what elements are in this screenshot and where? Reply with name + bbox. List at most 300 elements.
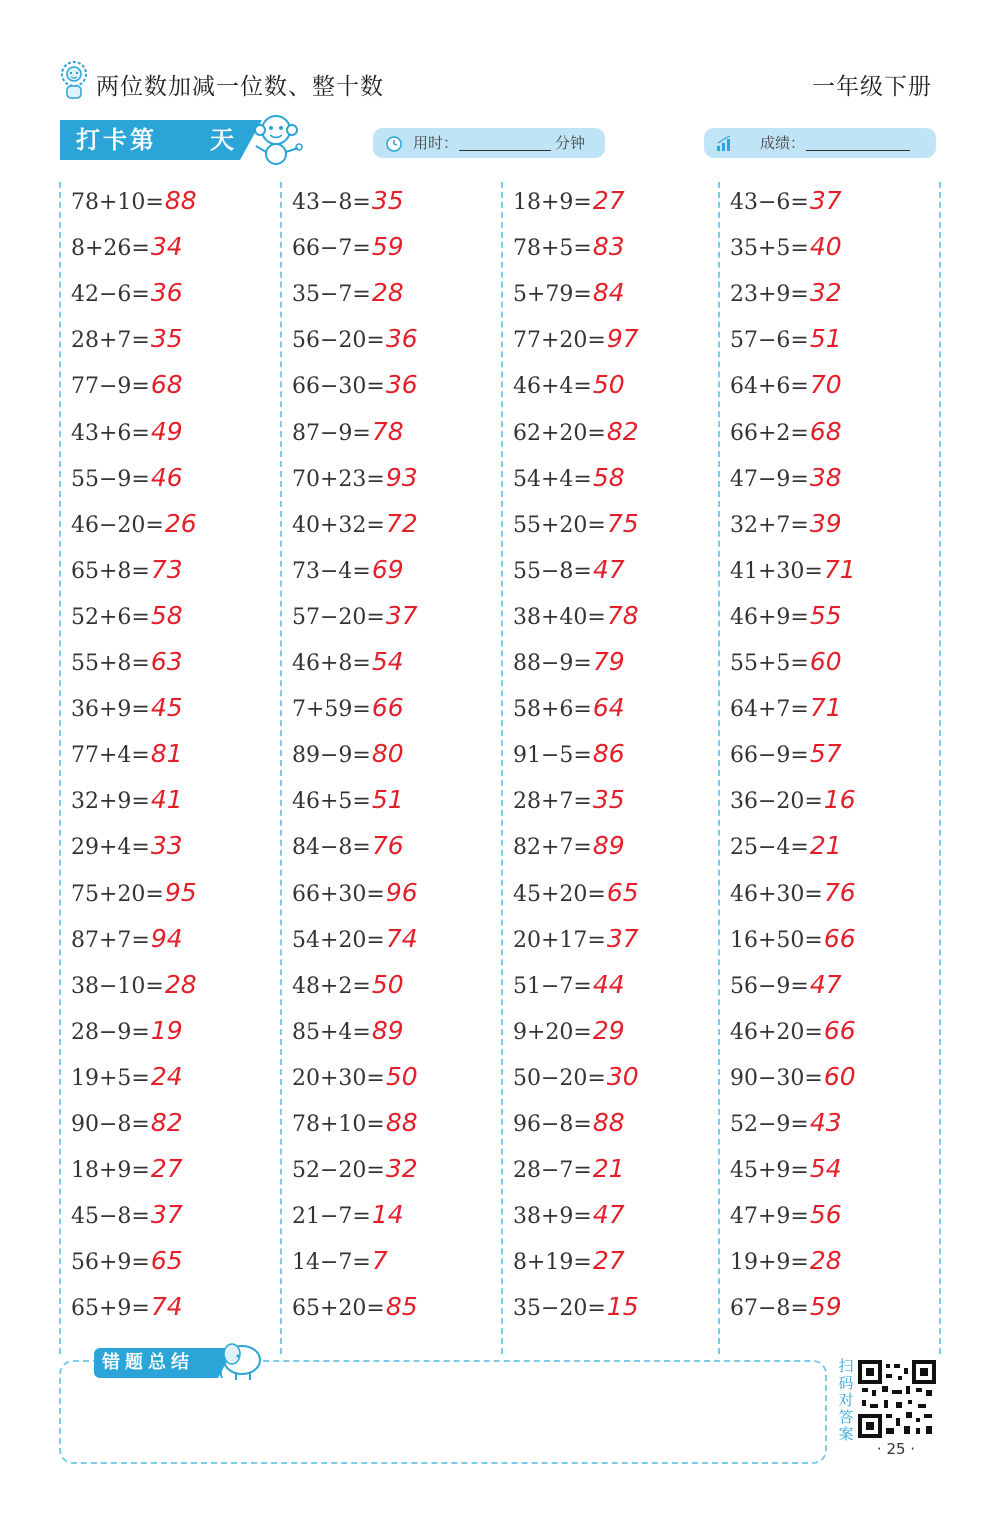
problem-answer[interactable]: 37 — [385, 600, 418, 630]
score-field — [704, 128, 936, 158]
problem-item — [730, 970, 842, 1016]
problem-item — [513, 1200, 625, 1246]
problem-answer[interactable]: 93 — [385, 462, 418, 492]
problem-question: 46+4= — [513, 374, 592, 400]
problem-question: 84−8= — [292, 835, 371, 861]
problem-question: 18+9= — [71, 1158, 150, 1184]
problem-item — [71, 509, 197, 555]
problem-item — [513, 1154, 625, 1200]
problem-item — [71, 232, 183, 278]
problem-answer[interactable]: 55 — [809, 600, 842, 630]
problem-question: 66−30= — [292, 374, 385, 400]
problem-item — [292, 463, 418, 509]
problem-question: 82+7= — [513, 835, 592, 861]
problem-item — [730, 647, 842, 693]
problem-question: 62+20= — [513, 420, 606, 446]
problem-question: 46−20= — [71, 512, 164, 538]
problem-question: 47−9= — [730, 466, 809, 492]
problem-question: 75+20= — [71, 881, 164, 907]
problem-item — [292, 417, 404, 463]
problem-answer[interactable]: 36 — [150, 278, 183, 308]
problem-column-2 — [280, 182, 501, 1354]
elephant-mascot-icon — [212, 1336, 268, 1382]
problem-answer[interactable]: 60 — [823, 1061, 856, 1091]
problem-answer[interactable]: 7 — [371, 1246, 388, 1276]
problem-answer[interactable]: 66 — [823, 923, 856, 953]
problem-item — [292, 509, 418, 555]
problem-item — [292, 970, 404, 1016]
problem-question: 48+2= — [292, 973, 371, 999]
problem-answer[interactable]: 84 — [592, 278, 625, 308]
problem-question: 55−8= — [513, 558, 592, 584]
score-label: 成绩： — [760, 134, 806, 152]
problem-question: 47+9= — [730, 1204, 809, 1230]
problem-answer[interactable]: 44 — [592, 969, 625, 999]
problem-item — [730, 693, 842, 739]
problem-answer[interactable]: 32 — [809, 278, 842, 308]
problem-item — [71, 1292, 183, 1338]
problem-item — [513, 970, 625, 1016]
problem-answer[interactable]: 51 — [809, 324, 842, 354]
problem-item — [292, 647, 404, 693]
problem-answer[interactable]: 88 — [164, 186, 197, 215]
problem-answer[interactable]: 50 — [592, 370, 625, 400]
time-label: 用时： — [413, 134, 459, 152]
problem-item — [513, 739, 625, 785]
problem-item — [71, 739, 183, 785]
bar-chart-icon — [716, 134, 734, 152]
problem-question: 21−7= — [292, 1204, 371, 1230]
problem-item — [513, 324, 639, 370]
problem-item — [730, 1200, 842, 1246]
problem-answer[interactable]: 34 — [150, 232, 183, 262]
problem-item — [513, 693, 625, 739]
problem-question: 36+9= — [71, 697, 150, 723]
problem-answer[interactable]: 74 — [150, 1292, 183, 1322]
problem-question: 88−9= — [513, 651, 592, 676]
problem-question: 51−7= — [513, 973, 592, 999]
page-title: 两位数加减一位数、整十数 — [96, 74, 384, 100]
problem-question: 38+40= — [513, 604, 606, 630]
problem-answer[interactable]: 28 — [371, 278, 404, 308]
problem-item — [71, 785, 183, 831]
checkin-label-right: 天 — [210, 126, 234, 154]
problem-item — [71, 878, 197, 924]
problem-question: 66+2= — [730, 420, 809, 446]
problem-item — [513, 417, 639, 463]
problem-answer[interactable]: 64 — [592, 693, 625, 723]
problem-question: 8+19= — [513, 1250, 592, 1276]
problem-question: 55+8= — [71, 651, 150, 676]
problem-question: 46+20= — [730, 1019, 823, 1045]
problem-item — [513, 1062, 639, 1108]
problem-answer[interactable]: 83 — [592, 232, 625, 262]
problem-question: 56−20= — [292, 328, 385, 354]
problem-item — [513, 509, 639, 555]
problem-item — [513, 878, 639, 924]
problem-answer[interactable]: 78 — [371, 416, 404, 446]
problem-question: 64+7= — [730, 697, 809, 723]
problem-answer[interactable]: 54 — [809, 1154, 842, 1184]
problem-item — [71, 831, 183, 877]
problem-question: 19+9= — [730, 1250, 809, 1276]
problem-answer[interactable]: 15 — [606, 1292, 639, 1322]
problem-answer[interactable]: 89 — [592, 831, 625, 861]
problem-answer[interactable]: 39 — [809, 508, 842, 538]
problem-item — [292, 878, 418, 924]
problem-item — [513, 370, 625, 416]
problem-question: 65+8= — [71, 558, 150, 584]
problem-answer[interactable]: 65 — [150, 1246, 183, 1276]
problem-item — [292, 831, 404, 877]
problem-item — [513, 1246, 625, 1292]
problem-item — [292, 1200, 404, 1246]
problem-item — [513, 831, 625, 877]
problem-question: 66−7= — [292, 236, 371, 262]
problem-question: 78+5= — [513, 236, 592, 262]
problem-answer[interactable]: 37 — [606, 923, 639, 953]
problem-question: 85+4= — [292, 1019, 371, 1045]
problem-item — [730, 878, 856, 924]
problem-question: 70+23= — [292, 466, 385, 492]
problem-question: 20+30= — [292, 1065, 385, 1091]
checkin-label-left: 打卡第 — [76, 126, 157, 154]
problem-item — [730, 1108, 842, 1154]
problem-question: 14−7= — [292, 1250, 371, 1276]
problem-question: 78+10= — [71, 190, 164, 215]
problem-question: 56+9= — [71, 1250, 150, 1276]
problem-answer[interactable]: 47 — [592, 1200, 625, 1230]
problem-answer[interactable]: 36 — [385, 370, 418, 400]
problem-question: 42−6= — [71, 282, 150, 308]
problem-question: 9+20= — [513, 1019, 592, 1045]
problem-answer[interactable]: 65 — [606, 877, 639, 907]
problem-question: 77+4= — [71, 743, 150, 769]
problem-question: 43−6= — [730, 190, 809, 215]
problem-item — [292, 1154, 418, 1200]
problem-answer[interactable]: 50 — [385, 1061, 418, 1091]
problem-question: 52−20= — [292, 1158, 385, 1184]
problem-question: 41+30= — [730, 558, 823, 584]
problem-answer[interactable]: 35 — [371, 186, 404, 215]
problem-answer[interactable]: 82 — [150, 1108, 183, 1137]
problem-item — [292, 693, 404, 739]
problem-item — [292, 232, 404, 278]
problem-question: 25−4= — [730, 835, 809, 861]
problem-answer[interactable]: 43 — [809, 1108, 842, 1137]
problem-question: 91−5= — [513, 743, 592, 769]
problem-answer[interactable]: 14 — [371, 1200, 404, 1230]
problem-question: 54+4= — [513, 466, 592, 492]
problem-answer[interactable]: 94 — [150, 923, 183, 953]
problem-answer[interactable]: 60 — [809, 647, 842, 676]
problem-item — [730, 1154, 842, 1200]
problem-answer[interactable]: 28 — [164, 969, 197, 999]
problem-item — [730, 831, 842, 877]
problem-question: 56−9= — [730, 973, 809, 999]
problem-question: 8+26= — [71, 236, 150, 262]
problem-question: 65+9= — [71, 1296, 150, 1322]
problem-answer[interactable]: 59 — [809, 1292, 842, 1322]
problem-item — [292, 1108, 418, 1154]
problem-question: 28+7= — [71, 328, 150, 354]
problem-answer[interactable]: 68 — [809, 416, 842, 446]
scan-answer-label: 扫码对答案 — [838, 1357, 854, 1443]
problem-answer[interactable]: 21 — [809, 831, 842, 861]
problem-question: 36−20= — [730, 789, 823, 815]
qr-code-icon[interactable] — [858, 1360, 936, 1438]
problem-answer[interactable]: 40 — [809, 232, 842, 262]
problem-question: 46+30= — [730, 881, 823, 907]
problem-answer[interactable]: 49 — [150, 416, 183, 446]
problem-answer[interactable]: 73 — [150, 554, 183, 584]
problem-item — [513, 1016, 625, 1062]
problem-question: 32+7= — [730, 512, 809, 538]
problem-question: 55+5= — [730, 651, 809, 676]
problem-question: 55+20= — [513, 512, 606, 538]
problem-item — [513, 647, 625, 693]
problem-question: 28−7= — [513, 1158, 592, 1184]
problem-item — [71, 417, 183, 463]
problem-answer[interactable]: 30 — [606, 1061, 639, 1091]
problem-answer[interactable]: 85 — [385, 1292, 418, 1322]
problem-item — [513, 186, 625, 232]
problem-question: 46+5= — [292, 789, 371, 815]
problem-answer[interactable]: 95 — [164, 877, 197, 907]
problem-question: 45+9= — [730, 1158, 809, 1184]
problem-item — [292, 785, 404, 831]
problem-answer[interactable]: 28 — [809, 1246, 842, 1276]
problem-question: 58+6= — [513, 697, 592, 723]
problem-answer[interactable]: 33 — [150, 831, 183, 861]
problem-item — [71, 1154, 183, 1200]
problem-answer[interactable]: 66 — [371, 693, 404, 723]
problem-question: 16+50= — [730, 927, 823, 953]
problem-answer[interactable]: 71 — [809, 693, 842, 723]
problem-question: 57−6= — [730, 328, 809, 354]
problem-answer[interactable]: 51 — [371, 785, 404, 815]
problem-item — [513, 924, 639, 970]
problem-item — [71, 647, 183, 693]
problem-question: 38+9= — [513, 1204, 592, 1230]
problem-item — [730, 1016, 856, 1062]
problem-item — [513, 1292, 639, 1338]
problem-answer[interactable]: 35 — [592, 785, 625, 815]
problem-column-1 — [61, 182, 280, 1354]
problem-column-3 — [501, 182, 722, 1354]
problem-item — [730, 924, 856, 970]
worksheet-grid — [59, 182, 941, 1354]
problem-answer[interactable]: 68 — [150, 370, 183, 400]
problem-question: 35−20= — [513, 1296, 606, 1322]
problem-question: 43−8= — [292, 190, 371, 215]
problem-question: 46+8= — [292, 651, 371, 676]
problem-item — [71, 1016, 183, 1062]
problem-answer[interactable]: 35 — [150, 324, 183, 354]
time-unit: 分钟 — [555, 134, 586, 152]
problem-answer[interactable]: 88 — [385, 1108, 418, 1137]
problem-answer[interactable]: 27 — [592, 186, 625, 215]
problem-question: 66−9= — [730, 743, 809, 769]
problem-answer[interactable]: 38 — [809, 462, 842, 492]
problem-question: 90−8= — [71, 1112, 150, 1137]
problem-item — [292, 739, 404, 785]
problem-item — [292, 555, 404, 601]
problem-answer[interactable]: 86 — [592, 739, 625, 769]
score-input-line[interactable] — [806, 150, 910, 151]
problem-answer[interactable]: 58 — [592, 462, 625, 492]
problem-question: 43+6= — [71, 420, 150, 446]
problem-question: 65+20= — [292, 1296, 385, 1322]
problem-item — [513, 232, 625, 278]
problem-question: 54+20= — [292, 927, 385, 953]
problem-question: 40+32= — [292, 512, 385, 538]
problem-item — [730, 739, 842, 785]
problem-question: 77−9= — [71, 374, 150, 400]
problem-answer[interactable]: 78 — [606, 600, 639, 630]
problem-answer[interactable]: 45 — [150, 693, 183, 723]
problem-item — [292, 1292, 418, 1338]
problem-item — [730, 601, 842, 647]
problem-answer[interactable]: 26 — [164, 508, 197, 538]
problem-item — [513, 555, 625, 601]
problem-question: 45−8= — [71, 1204, 150, 1230]
problem-question: 73−4= — [292, 558, 371, 584]
problem-item — [730, 417, 842, 463]
problem-answer[interactable]: 71 — [823, 554, 856, 584]
problem-item — [730, 463, 842, 509]
problem-question: 45+20= — [513, 881, 606, 907]
problem-answer[interactable]: 80 — [371, 739, 404, 769]
problem-answer[interactable]: 74 — [385, 923, 418, 953]
problem-item — [292, 370, 418, 416]
problem-answer[interactable]: 66 — [823, 1015, 856, 1045]
problem-question: 52−9= — [730, 1112, 809, 1137]
problem-item — [292, 324, 418, 370]
problem-answer[interactable]: 37 — [150, 1200, 183, 1230]
problem-answer[interactable]: 36 — [385, 324, 418, 354]
problem-answer[interactable]: 37 — [809, 186, 842, 215]
problem-item — [71, 186, 197, 232]
problem-item — [730, 324, 842, 370]
problem-item — [292, 1016, 404, 1062]
problem-answer[interactable]: 19 — [150, 1015, 183, 1045]
problem-question: 35−7= — [292, 282, 371, 308]
problem-question: 46+9= — [730, 604, 809, 630]
problem-question: 38−10= — [71, 973, 164, 999]
problem-item — [730, 785, 856, 831]
grade-label: 一年级下册 — [812, 74, 932, 100]
problem-answer[interactable]: 16 — [823, 785, 856, 815]
problem-item — [730, 509, 842, 555]
problem-item — [292, 1062, 418, 1108]
problem-answer[interactable]: 27 — [150, 1154, 183, 1184]
problem-question: 64+6= — [730, 374, 809, 400]
problem-item — [730, 1246, 842, 1292]
problem-answer[interactable]: 76 — [371, 831, 404, 861]
problem-answer[interactable]: 76 — [823, 877, 856, 907]
problem-question: 78+10= — [292, 1112, 385, 1137]
alarm-clock-icon — [385, 134, 403, 152]
problem-answer[interactable]: 75 — [606, 508, 639, 538]
problem-answer[interactable]: 79 — [592, 647, 625, 676]
problem-question: 52+6= — [71, 604, 150, 630]
problem-answer[interactable]: 24 — [150, 1061, 183, 1091]
page-number: · 25 · — [876, 1440, 916, 1458]
problem-answer[interactable]: 69 — [371, 554, 404, 584]
problem-item — [730, 278, 842, 324]
problem-answer[interactable]: 82 — [606, 416, 639, 446]
problem-question: 87+7= — [71, 927, 150, 953]
problem-answer[interactable]: 29 — [592, 1015, 625, 1045]
mistake-summary-label: 错题总结 — [94, 1348, 218, 1378]
problem-question: 55−9= — [71, 466, 150, 492]
problem-answer[interactable]: 50 — [371, 969, 404, 999]
problem-answer[interactable]: 27 — [592, 1246, 625, 1276]
problem-answer[interactable]: 47 — [809, 969, 842, 999]
problem-answer[interactable]: 32 — [385, 1154, 418, 1184]
problem-question: 90−30= — [730, 1065, 823, 1091]
problem-question: 7+59= — [292, 697, 371, 723]
problem-answer[interactable]: 59 — [371, 232, 404, 262]
problem-answer[interactable]: 70 — [809, 370, 842, 400]
problem-question: 57−20= — [292, 604, 385, 630]
problem-question: 77+20= — [513, 328, 606, 354]
lion-logo-icon — [58, 60, 90, 100]
problem-item — [71, 1200, 183, 1246]
problem-item — [730, 1062, 856, 1108]
problem-answer[interactable]: 54 — [371, 647, 404, 676]
problem-answer[interactable]: 56 — [809, 1200, 842, 1230]
problem-answer[interactable]: 97 — [606, 324, 639, 354]
monkey-mascot-icon — [248, 112, 304, 166]
problem-answer[interactable]: 96 — [385, 877, 418, 907]
problem-answer[interactable]: 63 — [150, 647, 183, 676]
problem-item — [71, 278, 183, 324]
problem-answer[interactable]: 81 — [150, 739, 183, 769]
problem-item — [292, 1246, 388, 1292]
problem-question: 87−9= — [292, 420, 371, 446]
problem-answer[interactable]: 46 — [150, 462, 183, 492]
problem-item — [71, 693, 183, 739]
problem-question: 35+5= — [730, 236, 809, 262]
problem-answer[interactable]: 41 — [150, 785, 183, 815]
problem-item — [71, 555, 183, 601]
problem-question: 67−8= — [730, 1296, 809, 1322]
problem-answer[interactable]: 21 — [592, 1154, 625, 1184]
problem-answer[interactable]: 47 — [592, 554, 625, 584]
problem-item — [71, 1062, 183, 1108]
problem-item — [292, 924, 418, 970]
time-input-line[interactable] — [459, 150, 551, 151]
problem-answer[interactable]: 89 — [371, 1015, 404, 1045]
problem-item — [292, 601, 418, 647]
problem-item — [730, 555, 856, 601]
problem-item — [513, 278, 625, 324]
problem-answer[interactable]: 88 — [592, 1108, 625, 1137]
problem-question: 96−8= — [513, 1112, 592, 1137]
problem-question: 66+30= — [292, 881, 385, 907]
time-field — [373, 128, 605, 158]
problem-column-4 — [718, 182, 939, 1354]
problem-question: 18+9= — [513, 190, 592, 215]
problem-question: 20+17= — [513, 927, 606, 953]
problem-answer[interactable]: 58 — [150, 600, 183, 630]
problem-answer[interactable]: 57 — [809, 739, 842, 769]
checkin-banner — [60, 120, 240, 160]
problem-answer[interactable]: 72 — [385, 508, 418, 538]
problem-item — [71, 370, 183, 416]
